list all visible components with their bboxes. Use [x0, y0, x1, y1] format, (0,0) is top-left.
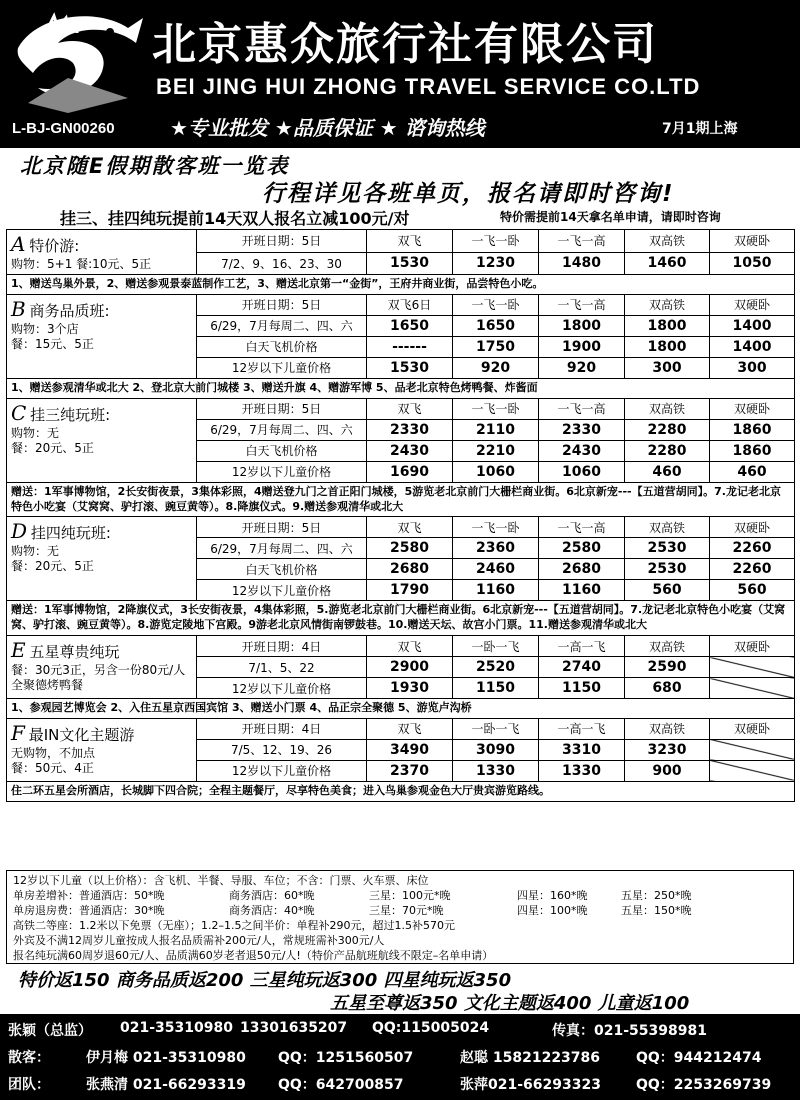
price-cell: 2280 [625, 419, 710, 440]
contact-qq: QQ：2253269739 [636, 1077, 772, 1093]
info-line: 外宾及不满12周岁儿童按成人报名品质需补200元/人，常规班需补300元/人 [13, 934, 385, 947]
date-cell: 白天飞机价格 [197, 559, 367, 580]
price-cell: 920 [539, 357, 625, 378]
price-cell: 1750 [453, 336, 539, 357]
price-cell: 1150 [453, 678, 539, 699]
price-cell: 1800 [625, 336, 710, 357]
price-cell: 300 [710, 357, 795, 378]
date-cell: 白天飞机价格 [197, 440, 367, 461]
contact-mobile: 13301635207 [240, 1020, 348, 1036]
column-header: 开班日期：5日 [197, 230, 367, 253]
column-header: 一飞一高 [539, 230, 625, 253]
price-cell: 460 [710, 461, 795, 482]
price-cell: 1650 [367, 315, 453, 336]
table-row [7, 230, 795, 253]
price-cell: 900 [625, 760, 710, 781]
price-cell: 2900 [367, 657, 453, 678]
gift-row [7, 699, 795, 719]
contact-phone: 赵聪 15821223786 [460, 1050, 601, 1066]
group-label [7, 230, 197, 275]
info-item: 四星：160*晚 [517, 889, 588, 902]
column-header: 双硬卧 [710, 718, 795, 739]
column-header: 双飞6日 [367, 294, 453, 315]
price-cell: 2370 [367, 760, 453, 781]
price-cell: 2680 [367, 559, 453, 580]
unavailable-cell [710, 760, 795, 781]
column-header: 一飞一卧 [453, 294, 539, 315]
contact-qq: QQ：944212474 [636, 1050, 762, 1066]
group-desc: 餐：15元、5正 [11, 336, 94, 351]
price-cell: 2530 [625, 538, 710, 559]
company-name-cn: 北京惠众旅行社有限公司 [152, 19, 658, 70]
price-cell: 1790 [367, 580, 453, 601]
contact-name: 张颖（总监） [8, 1023, 92, 1039]
group-desc: 无购物，不加点 [11, 745, 96, 760]
column-header: 双飞 [367, 718, 453, 739]
price-cell: 2330 [539, 419, 625, 440]
column-header: 双硬卧 [710, 636, 795, 657]
group-letter: B [11, 296, 26, 321]
license-code: L-BJ-GN00260 [12, 120, 115, 137]
header-banner [0, 0, 800, 148]
gift-text: 赠送：1军事博物馆，2降旗仪式，3长安街夜景，4集体彩照，5.游览老北京前门大栅栏商业街。6北京新宠---【五道营胡同】。7.龙记老北京特色小吃宴（艾窝窝、驴打滚、豌豆黄等）。8.游览定陵地下宫殿。9游老北京风情街南锣鼓巷。10.赠送天坛、故宫小门票。11.赠送参观清华或北大 [7, 601, 795, 636]
price-cell: 2460 [453, 559, 539, 580]
group-label [7, 517, 197, 601]
group-label [7, 398, 197, 482]
column-header: 一卧一飞 [453, 718, 539, 739]
table-row [7, 294, 795, 315]
group-name: 五星尊贵纯玩 [29, 643, 120, 662]
price-cell: 460 [625, 461, 710, 482]
column-header: 一飞一高 [539, 517, 625, 538]
column-header: 双高铁 [625, 230, 710, 253]
date-cell: 12岁以下儿童价格 [197, 357, 367, 378]
group-letter: C [11, 400, 27, 425]
price-cell: 3090 [453, 739, 539, 760]
price-cell: 1160 [539, 580, 625, 601]
date-cell: 7/5、12、19、26 [197, 739, 367, 760]
group-desc: 购物：5+1 餐:10元、5正 [11, 257, 152, 271]
price-cell: 680 [625, 678, 710, 699]
group-desc: 餐：30元3正，另含一份80元/人全聚德烤鸭餐 [11, 663, 186, 693]
group-name: 最IN文化主题游 [28, 725, 135, 744]
column-header: 双硬卧 [710, 230, 795, 253]
column-header: 开班日期：5日 [197, 398, 367, 419]
column-header: 双飞 [367, 398, 453, 419]
price-cell: 1800 [625, 315, 710, 336]
contact-phone: 伊月梅 021-35310980 [86, 1050, 246, 1066]
column-header: 一卧一飞 [453, 636, 539, 657]
group-name: 商务品质班: [29, 301, 110, 320]
price-cell: 2260 [710, 538, 795, 559]
info-item: 商务酒店：40*晚 [229, 904, 315, 917]
price-cell: 2580 [539, 538, 625, 559]
info-item: 三星：100元*晚 [369, 889, 451, 902]
group-name: 挂三纯玩班: [30, 405, 111, 424]
column-header: 双高铁 [625, 294, 710, 315]
price-cell: 300 [625, 357, 710, 378]
price-cell: 2580 [367, 538, 453, 559]
price-cell: 920 [453, 357, 539, 378]
price-cell: 2110 [453, 419, 539, 440]
company-name-en: BEI JING HUI ZHONG TRAVEL SERVICE CO.LTD [156, 74, 701, 99]
price-cell: 1530 [367, 252, 453, 275]
unavailable-cell [710, 678, 795, 699]
price-cell: ------ [367, 336, 453, 357]
column-header: 双硬卧 [710, 398, 795, 419]
column-header: 双飞 [367, 517, 453, 538]
dragon-logo-icon [8, 8, 148, 120]
price-cell: 1650 [453, 315, 539, 336]
date-cell: 12岁以下儿童价格 [197, 461, 367, 482]
price-cell: 2360 [453, 538, 539, 559]
info-item: 单房退房费：普通酒店：30*晚 [13, 904, 165, 917]
gift-row [7, 781, 795, 801]
column-header: 双飞 [367, 230, 453, 253]
price-cell: 2330 [367, 419, 453, 440]
column-header: 双高铁 [625, 636, 710, 657]
price-cell: 2430 [539, 440, 625, 461]
group-letter: F [11, 720, 25, 745]
contact-qq: QQ：1251560507 [278, 1050, 414, 1066]
price-cell: 1900 [539, 336, 625, 357]
info-item: 五星：250*晚 [621, 889, 692, 902]
gift-row [7, 601, 795, 636]
date-cell: 白天飞机价格 [197, 336, 367, 357]
group-letter: A [11, 232, 26, 256]
group-desc: 餐：20元、5正 [11, 559, 94, 574]
date-cell: 7/2、9、16、23、30 [197, 252, 367, 275]
table-row [7, 398, 795, 419]
column-header: 一高一飞 [539, 636, 625, 657]
column-header: 开班日期：4日 [197, 636, 367, 657]
column-header: 一高一飞 [539, 718, 625, 739]
price-cell: 2430 [367, 440, 453, 461]
info-line: 报名纯玩满60周岁退60元/人、品质满60岁老者退50元/人!（特价产品航班航线不限定–名单申请） [13, 949, 494, 962]
price-table [6, 229, 795, 802]
column-header: 双高铁 [625, 517, 710, 538]
group-desc: 餐：20元、5正 [11, 440, 94, 455]
page-title: 北京随E假期散客班一览表 [20, 154, 290, 178]
price-cell: 2680 [539, 559, 625, 580]
gift-text: 1、赠送鸟巢外景，2、赠送参观景泰蓝制作工艺，3、赠送北京第一“金街”，王府井商业街，品尝特色小吃。 [7, 275, 795, 295]
gift-row [7, 275, 795, 295]
group-name: 挂四纯玩班: [30, 524, 111, 543]
info-line: 高铁二等座：1.2米以下免票（无座）；1.2–1.5之间半价：单程补290元，超过1.5补570元 [13, 919, 455, 932]
info-line [13, 903, 787, 918]
price-cell: 2590 [625, 657, 710, 678]
column-header: 一飞一高 [539, 294, 625, 315]
table-row [7, 517, 795, 538]
price-cell: 1860 [710, 440, 795, 461]
group-desc: 餐：50元、4正 [11, 760, 94, 775]
price-cell: 2260 [710, 559, 795, 580]
date-cell: 12岁以下儿童价格 [197, 678, 367, 699]
price-cell: 1690 [367, 461, 453, 482]
price-cell: 1480 [539, 252, 625, 275]
price-cell: 560 [625, 580, 710, 601]
contact-qq: QQ:115005024 [372, 1020, 490, 1036]
info-line [13, 888, 787, 903]
unavailable-cell [710, 657, 795, 678]
date-cell: 7/1、5、22 [197, 657, 367, 678]
rebate-line-2: 五星至尊返350 文化主题返400 儿童返100 [330, 993, 690, 1014]
price-cell: 3230 [625, 739, 710, 760]
price-cell: 1160 [453, 580, 539, 601]
price-cell: 1530 [367, 357, 453, 378]
column-header: 一飞一卧 [453, 517, 539, 538]
price-cell: 1330 [453, 760, 539, 781]
price-cell: 1400 [710, 336, 795, 357]
contact-qq: QQ：642700857 [278, 1077, 404, 1093]
gift-text: 住二环五星会所酒店，长城脚下四合院；全程主题餐厅，尽享特色美食；进入鸟巢参观金色大厅贵宾游览路线。 [7, 781, 795, 801]
date-cell: 12岁以下儿童价格 [197, 760, 367, 781]
price-cell: 1800 [539, 315, 625, 336]
date-cell: 6/29，7月每周二、四、六 [197, 538, 367, 559]
info-line: 12岁以下儿童（以上价格）：含飞机、半餐、导服、车位；不含：门票、火车票、床位 [13, 874, 429, 887]
unavailable-cell [710, 739, 795, 760]
price-cell: 1930 [367, 678, 453, 699]
column-header: 开班日期：5日 [197, 294, 367, 315]
info-box [6, 870, 794, 964]
column-header: 双高铁 [625, 718, 710, 739]
price-cell: 1860 [710, 419, 795, 440]
slogan: ★专业批发 ★品质保证 ★ 谘询热线 [170, 116, 485, 140]
price-cell: 1060 [453, 461, 539, 482]
price-cell: 2530 [625, 559, 710, 580]
table-row [7, 636, 795, 657]
table-row [7, 718, 795, 739]
gift-row [7, 378, 795, 398]
gift-text: 赠送：1军事博物馆，2长安街夜景，3集体彩照，4赠送登九门之首正阳门城楼，5游览老北京前门大栅栏商业街。6北京新宠---【五道营胡同】。7.龙记老北京特色小吃宴（艾窝窝、驴打滚、豌豆黄等）。8.降旗仪式。9.赠送参观清华或北大 [7, 482, 795, 517]
contact-footer [0, 1014, 800, 1100]
promo-note: 特价需提前14天拿名单申请，请即时咨询 [500, 210, 721, 224]
column-header: 开班日期：5日 [197, 517, 367, 538]
column-header: 一飞一卧 [453, 230, 539, 253]
info-item: 三星：70元*晚 [369, 904, 444, 917]
group-letter: D [11, 519, 28, 544]
price-cell: 2520 [453, 657, 539, 678]
price-cell: 1460 [625, 252, 710, 275]
info-item: 四星：100*晚 [517, 904, 588, 917]
gift-text: 1、赠送参观清华或北大 2、登北京大前门城楼 3、赠送升旗 4、赠游军博 5、品老北京特色烤鸭餐、炸酱面 [7, 378, 795, 398]
price-cell: 2210 [453, 440, 539, 461]
group-letter: E [11, 638, 26, 663]
group-label [7, 294, 197, 378]
price-cell: 1330 [539, 760, 625, 781]
group-desc: 购物：无 [11, 425, 60, 440]
column-header: 双高铁 [625, 398, 710, 419]
rebate-line-1: 特价返150 商务品质返200 三星纯玩返300 四星纯玩返350 [18, 970, 512, 991]
date-cell: 6/29，7月每周二、四、六 [197, 419, 367, 440]
contact-label: 团队： [8, 1077, 50, 1093]
contact-label: 散客： [8, 1050, 50, 1066]
date-cell: 6/29，7月每周二、四、六 [197, 315, 367, 336]
gift-row [7, 482, 795, 517]
info-item: 五星：150*晚 [621, 904, 692, 917]
price-cell: 2740 [539, 657, 625, 678]
price-cell: 560 [710, 580, 795, 601]
price-cell: 1150 [539, 678, 625, 699]
price-cell: 1400 [710, 315, 795, 336]
contact-fax: 传真：021-55398981 [552, 1023, 707, 1039]
group-name: 特价游: [29, 237, 80, 255]
column-header: 双硬卧 [710, 294, 795, 315]
price-cell: 1060 [539, 461, 625, 482]
column-header: 双硬卧 [710, 517, 795, 538]
column-header: 一飞一卧 [453, 398, 539, 419]
group-desc: 购物：无 [11, 544, 60, 559]
contact-phone: 张燕清 021-66293319 [86, 1077, 246, 1093]
group-label [7, 636, 197, 699]
date-cell: 12岁以下儿童价格 [197, 580, 367, 601]
price-cell: 1050 [710, 252, 795, 275]
contact-phone: 021-35310980 [120, 1020, 233, 1036]
price-cell: 3310 [539, 739, 625, 760]
column-header: 开班日期：4日 [197, 718, 367, 739]
column-header: 一飞一高 [539, 398, 625, 419]
column-header: 双飞 [367, 636, 453, 657]
gift-text: 1、参观园艺博览会 2、入住五星京西国宾馆 3、赠送小门票 4、品正宗全聚德 5、游览卢沟桥 [7, 699, 795, 719]
info-item: 单房差增补：普通酒店：50*晚 [13, 889, 165, 902]
price-cell: 3490 [367, 739, 453, 760]
price-cell: 2280 [625, 440, 710, 461]
issue-label: 7月1期上海 [662, 121, 738, 137]
info-item: 商务酒店：60*晚 [229, 889, 315, 902]
page-subtitle: 行程详见各班单页，报名请即时咨询! [262, 181, 675, 207]
promo-text: 挂三、挂四纯玩提前14天双人报名立减100元/对 [60, 209, 410, 228]
group-desc: 购物：3个店 [11, 321, 79, 336]
contact-phone: 张萍021-66293323 [460, 1077, 601, 1093]
group-label [7, 718, 197, 781]
price-cell: 1230 [453, 252, 539, 275]
